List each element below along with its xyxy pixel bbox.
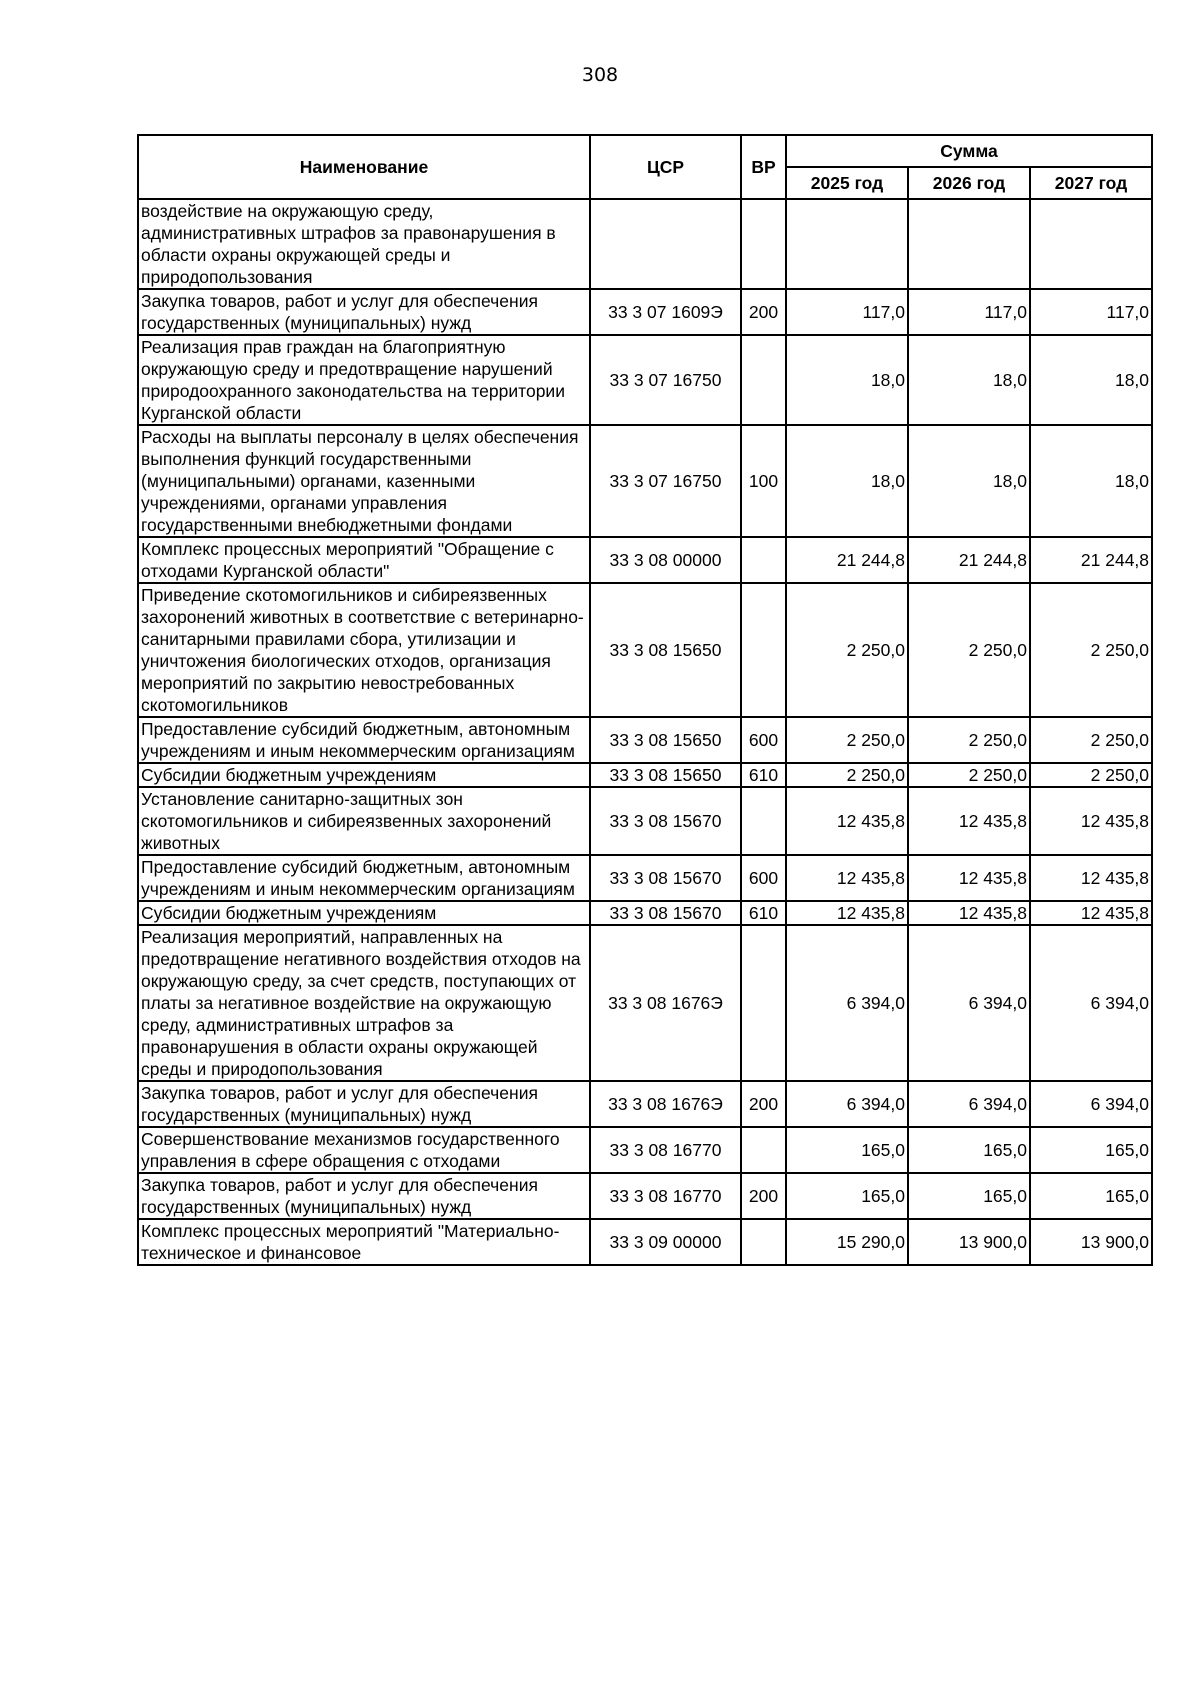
row-amount-2026 <box>908 199 1030 289</box>
row-vr: 100 <box>741 425 786 537</box>
row-amount-2026: 6 394,0 <box>908 925 1030 1081</box>
row-vr: 200 <box>741 289 786 335</box>
row-vr: 200 <box>741 1173 786 1219</box>
row-name: Расходы на выплаты персоналу в целях обеспечения выполнения функций государственными (муниципальными) органами, казенными учреждениями, органами управления государственными внебюджетными фондами <box>138 425 590 537</box>
table-row <box>138 289 1152 335</box>
row-vr: 610 <box>741 901 786 925</box>
row-csr: 33 3 08 15650 <box>590 717 741 763</box>
table-row <box>138 335 1152 425</box>
row-name: Предоставление субсидий бюджетным, автономным учреждениям и иным некоммерческим организациям <box>138 855 590 901</box>
row-vr <box>741 1219 786 1265</box>
row-amount-2026: 6 394,0 <box>908 1081 1030 1127</box>
header-year-2025: 2025 год <box>786 167 908 199</box>
row-amount-2025: 6 394,0 <box>786 925 908 1081</box>
row-amount-2026: 165,0 <box>908 1127 1030 1173</box>
row-amount-2026: 12 435,8 <box>908 855 1030 901</box>
table-row <box>138 855 1152 901</box>
row-amount-2027 <box>1030 199 1152 289</box>
row-amount-2026: 12 435,8 <box>908 787 1030 855</box>
row-amount-2025: 15 290,0 <box>786 1219 908 1265</box>
row-amount-2027: 2 250,0 <box>1030 717 1152 763</box>
row-amount-2027: 165,0 <box>1030 1127 1152 1173</box>
header-name: Наименование <box>138 135 590 199</box>
row-vr: 200 <box>741 1081 786 1127</box>
row-name: Комплекс процессных мероприятий "Материально-техническое и финансовое <box>138 1219 590 1265</box>
row-vr <box>741 335 786 425</box>
row-csr: 33 3 08 1676Э <box>590 1081 741 1127</box>
row-name: Субсидии бюджетным учреждениям <box>138 901 590 925</box>
table-row <box>138 1173 1152 1219</box>
row-name: Реализация мероприятий, направленных на предотвращение негативного воздействия отходов на окружающую среду, за счет средств, поступающих от платы за негативное воздействие на окружающую среду, административных штрафов за правонарушения в области охраны окружающей среды и природопользования <box>138 925 590 1081</box>
row-vr: 600 <box>741 855 786 901</box>
row-amount-2027: 12 435,8 <box>1030 787 1152 855</box>
header-sum: Сумма <box>786 135 1152 167</box>
row-vr <box>741 583 786 717</box>
row-amount-2025: 165,0 <box>786 1127 908 1173</box>
row-amount-2026: 2 250,0 <box>908 583 1030 717</box>
row-vr: 610 <box>741 763 786 787</box>
row-name: Совершенствование механизмов государственного управления в сфере обращения с отходами <box>138 1127 590 1173</box>
row-amount-2025: 2 250,0 <box>786 583 908 717</box>
header-csr: ЦСР <box>590 135 741 199</box>
table-row <box>138 537 1152 583</box>
row-name: Установление санитарно-защитных зон скотомогильников и сибиреязвенных захоронений животных <box>138 787 590 855</box>
row-csr: 33 3 08 1676Э <box>590 925 741 1081</box>
row-amount-2026: 117,0 <box>908 289 1030 335</box>
row-vr <box>741 1127 786 1173</box>
row-name: Предоставление субсидий бюджетным, автономным учреждениям и иным некоммерческим организациям <box>138 717 590 763</box>
row-name: Закупка товаров, работ и услуг для обеспечения государственных (муниципальных) нужд <box>138 1081 590 1127</box>
table-row <box>138 1127 1152 1173</box>
row-amount-2025: 6 394,0 <box>786 1081 908 1127</box>
row-amount-2027: 165,0 <box>1030 1173 1152 1219</box>
table-row <box>138 583 1152 717</box>
header-vr: ВР <box>741 135 786 199</box>
row-name: Закупка товаров, работ и услуг для обеспечения государственных (муниципальных) нужд <box>138 1173 590 1219</box>
row-csr: 33 3 08 15670 <box>590 901 741 925</box>
row-csr: 33 3 08 15670 <box>590 787 741 855</box>
row-amount-2025: 18,0 <box>786 335 908 425</box>
table-row <box>138 787 1152 855</box>
row-amount-2025: 12 435,8 <box>786 787 908 855</box>
row-csr: 33 3 08 00000 <box>590 537 741 583</box>
header-year-2027: 2027 год <box>1030 167 1152 199</box>
header-year-2026: 2026 год <box>908 167 1030 199</box>
table-body <box>138 199 1152 1265</box>
row-amount-2026: 18,0 <box>908 425 1030 537</box>
table-row <box>138 1219 1152 1265</box>
row-csr: 33 3 08 16770 <box>590 1173 741 1219</box>
row-amount-2027: 13 900,0 <box>1030 1219 1152 1265</box>
row-amount-2027: 6 394,0 <box>1030 925 1152 1081</box>
row-vr <box>741 199 786 289</box>
row-amount-2026: 2 250,0 <box>908 717 1030 763</box>
row-csr: 33 3 07 16750 <box>590 335 741 425</box>
row-vr <box>741 925 786 1081</box>
row-amount-2025: 21 244,8 <box>786 537 908 583</box>
row-amount-2025: 2 250,0 <box>786 763 908 787</box>
row-amount-2025: 2 250,0 <box>786 717 908 763</box>
row-amount-2027: 2 250,0 <box>1030 583 1152 717</box>
row-amount-2027: 12 435,8 <box>1030 855 1152 901</box>
table-row <box>138 925 1152 1081</box>
row-csr: 33 3 07 16750 <box>590 425 741 537</box>
row-amount-2025: 18,0 <box>786 425 908 537</box>
table-header <box>138 135 1152 199</box>
row-vr <box>741 787 786 855</box>
row-csr: 33 3 08 15670 <box>590 855 741 901</box>
row-amount-2027: 117,0 <box>1030 289 1152 335</box>
table-row <box>138 1081 1152 1127</box>
row-amount-2027: 18,0 <box>1030 335 1152 425</box>
table-row <box>138 763 1152 787</box>
row-csr: 33 3 08 16770 <box>590 1127 741 1173</box>
row-csr <box>590 199 741 289</box>
row-name: воздействие на окружающую среду, административных штрафов за правонарушения в области охраны окружающей среды и природопользования <box>138 199 590 289</box>
row-amount-2025: 12 435,8 <box>786 901 908 925</box>
row-amount-2025 <box>786 199 908 289</box>
row-amount-2025: 117,0 <box>786 289 908 335</box>
row-name: Закупка товаров, работ и услуг для обеспечения государственных (муниципальных) нужд <box>138 289 590 335</box>
table-row <box>138 717 1152 763</box>
row-csr: 33 3 08 15650 <box>590 583 741 717</box>
page-number: 308 <box>581 64 619 86</box>
row-name: Комплекс процессных мероприятий "Обращение с отходами Курганской области" <box>138 537 590 583</box>
table-row <box>138 425 1152 537</box>
row-amount-2027: 18,0 <box>1030 425 1152 537</box>
row-csr: 33 3 09 00000 <box>590 1219 741 1265</box>
budget-table <box>137 134 1153 1266</box>
row-name: Субсидии бюджетным учреждениям <box>138 763 590 787</box>
row-amount-2026: 21 244,8 <box>908 537 1030 583</box>
row-amount-2026: 165,0 <box>908 1173 1030 1219</box>
row-csr: 33 3 07 1609Э <box>590 289 741 335</box>
row-amount-2027: 6 394,0 <box>1030 1081 1152 1127</box>
row-csr: 33 3 08 15650 <box>590 763 741 787</box>
row-amount-2025: 165,0 <box>786 1173 908 1219</box>
row-amount-2026: 12 435,8 <box>908 901 1030 925</box>
row-amount-2027: 21 244,8 <box>1030 537 1152 583</box>
row-amount-2027: 12 435,8 <box>1030 901 1152 925</box>
row-name: Реализация прав граждан на благоприятную окружающую среду и предотвращение нарушений природоохранного законодательства на территории Курганской области <box>138 335 590 425</box>
row-amount-2026: 2 250,0 <box>908 763 1030 787</box>
table-row <box>138 199 1152 289</box>
row-vr <box>741 537 786 583</box>
row-amount-2027: 2 250,0 <box>1030 763 1152 787</box>
row-amount-2026: 13 900,0 <box>908 1219 1030 1265</box>
table-row <box>138 901 1152 925</box>
row-vr: 600 <box>741 717 786 763</box>
row-amount-2025: 12 435,8 <box>786 855 908 901</box>
row-amount-2026: 18,0 <box>908 335 1030 425</box>
row-name: Приведение скотомогильников и сибиреязвенных захоронений животных в соответствие с ветеринарно-санитарными правилами сбора, утилизации и уничтожения биологических отходов, организация мероприятий по закрытию невостребованных скотомогильников <box>138 583 590 717</box>
